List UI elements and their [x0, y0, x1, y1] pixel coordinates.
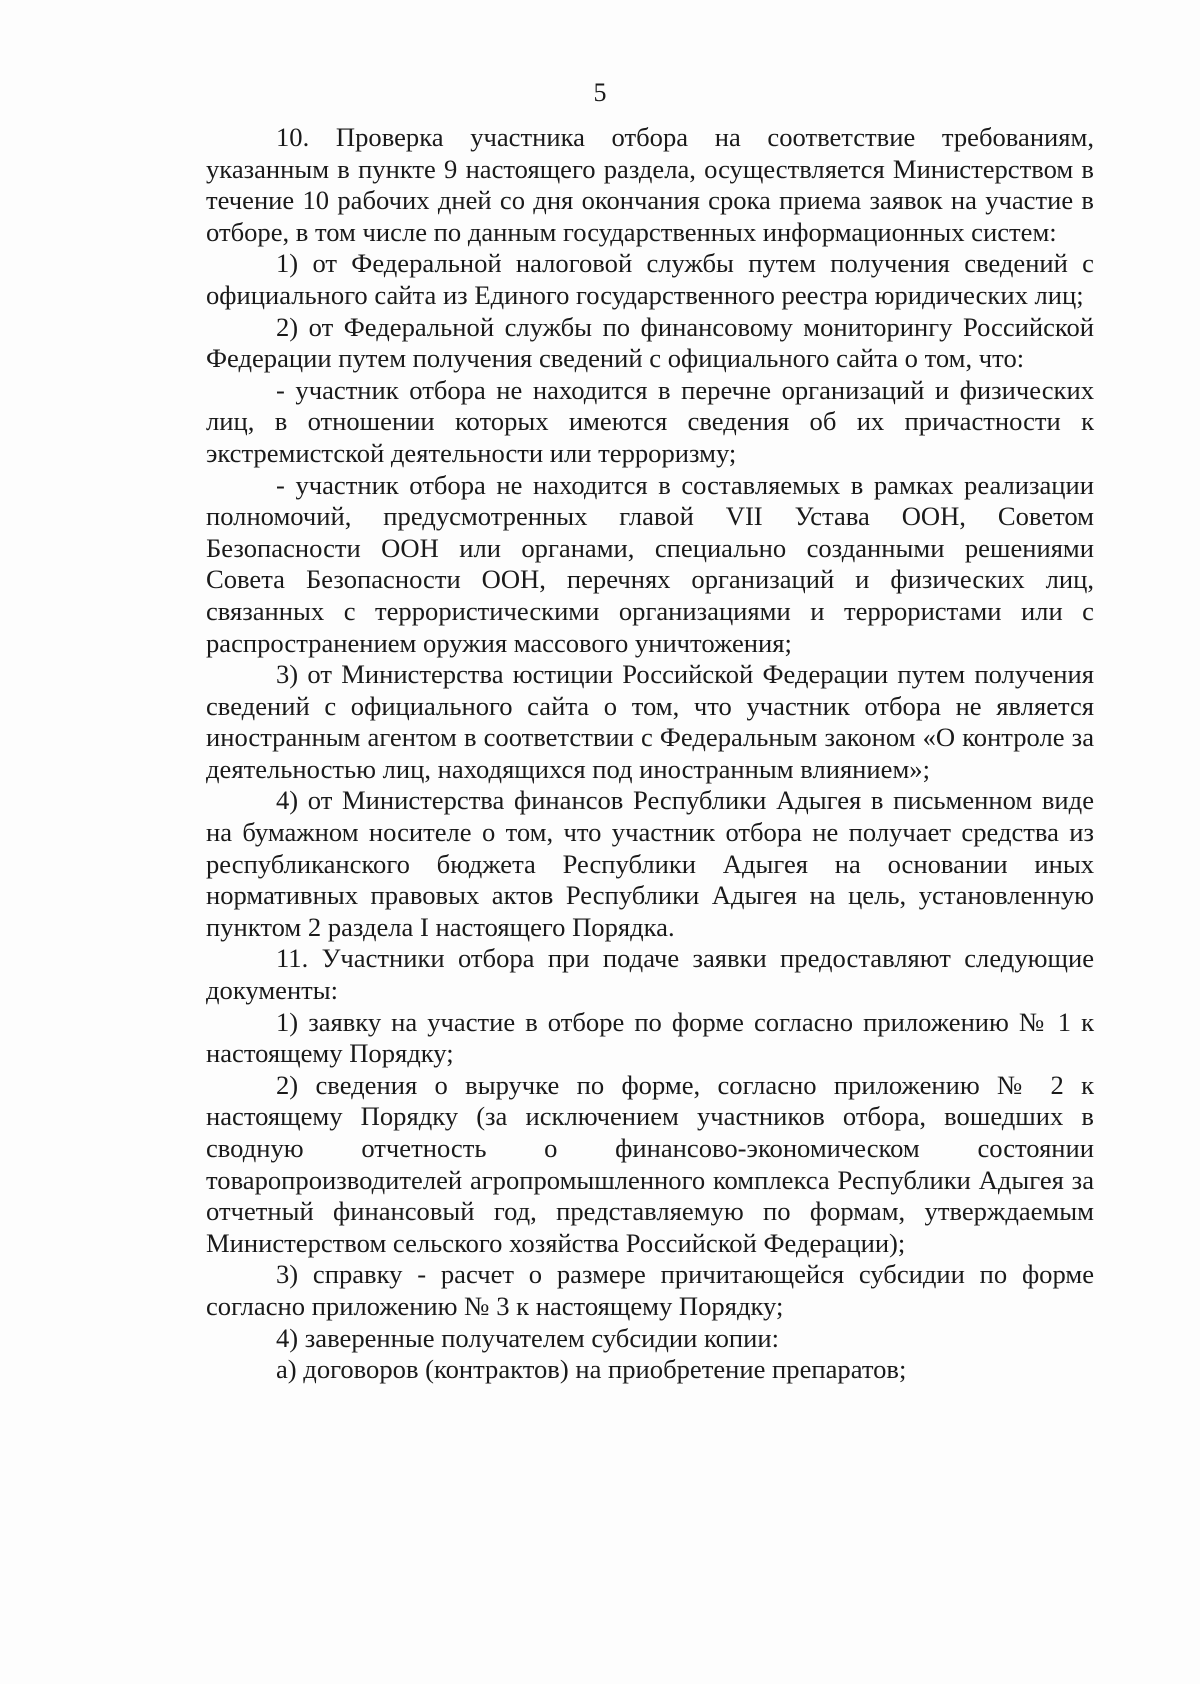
paragraph-dash-un-lists: - участник отбора не находится в составляемых в рамках реализации полномочий, предусмотренных главой VII Устава ООН, Советом Безопасности ООН или органами, специально созданными решениями Совета Безопасности ООН, перечнях организаций и физических лиц, связанных с террористическими организациями и террористами или с распространением оружия массового уничтожения; [206, 469, 1094, 658]
paragraph-doc-2-revenue: 2) сведения о выручке по форме, согласно приложению № 2 к настоящему Порядку (за исключением участников отбора, вошедших в сводную отчетность о финансово-экономическом состоянии товаропроизводителей агропромышленного комплекса Республики Адыгея за отчетный финансовый год, представляемую по формам, утверждаемым Министерством сельского хозяйства Российской Федерации); [206, 1069, 1094, 1258]
paragraph-doc-4-copies: 4) заверенные получателем субсидии копии: [276, 1322, 779, 1353]
paragraph-item-11: 11. Участники отбора при подаче заявки предоставляют следующие документы: [206, 943, 1094, 1006]
paragraph-doc-1-application: 1) заявку на участие в отборе по форме согласно приложению № 1 к настоящему Порядку; [206, 1006, 1094, 1069]
paragraph-item-10: 10. Проверка участника отбора на соответствие требованиям, указанным в пункте 9 настоящего раздела, осуществляется Министерством в течение 10 рабочих дней со дня окончания срока приема заявок на участие в отборе, в том числе по данным государственных информационных систем: [206, 122, 1094, 247]
paragraph-subitem-4-finance: 4) от Министерства финансов Республики Адыгея в письменном виде на бумажном носителе о том, что участник отбора не получает средства из республиканского бюджета Республики Адыгея на основании иных нормативных правовых актов Республики Адыгея на цель, установленную пунктом 2 раздела I настоящего Порядка. [206, 785, 1094, 942]
paragraph-subitem-2-rosfinmonitoring: 2) от Федеральной службы по финансовому мониторингу Российской Федерации путем получения сведений с официального сайта о том, что: [206, 311, 1094, 374]
paragraph-doc-4a-contracts: а) договоров (контрактов) на приобретение препаратов; [276, 1354, 907, 1385]
paragraph-doc-3-calculation: 3) справку - расчет о размере причитающейся субсидии по форме согласно приложению № 3 к настоящему Порядку; [206, 1259, 1094, 1321]
paragraph-subitem-1-fns: 1) от Федеральной налоговой службы путем получения сведений с официального сайта из Единого государственного реестра юридических лиц; [206, 248, 1094, 310]
page-number: 5 [593, 78, 607, 107]
paragraph-subitem-3-justice: 3) от Министерства юстиции Российской Федерации путем получения сведений с официального сайта о том, что участник отбора не является иностранным агентом в соответствии с Федеральным законом «О контроле за деятельностью лиц, находящихся под иностранным влиянием»; [206, 659, 1094, 784]
paragraph-dash-extremism: - участник отбора не находится в перечне организаций и физических лиц, в отношении которых имеются сведения об их причастности к экстремистской деятельности или терроризму; [206, 374, 1094, 468]
document-body [206, 122, 1094, 1386]
